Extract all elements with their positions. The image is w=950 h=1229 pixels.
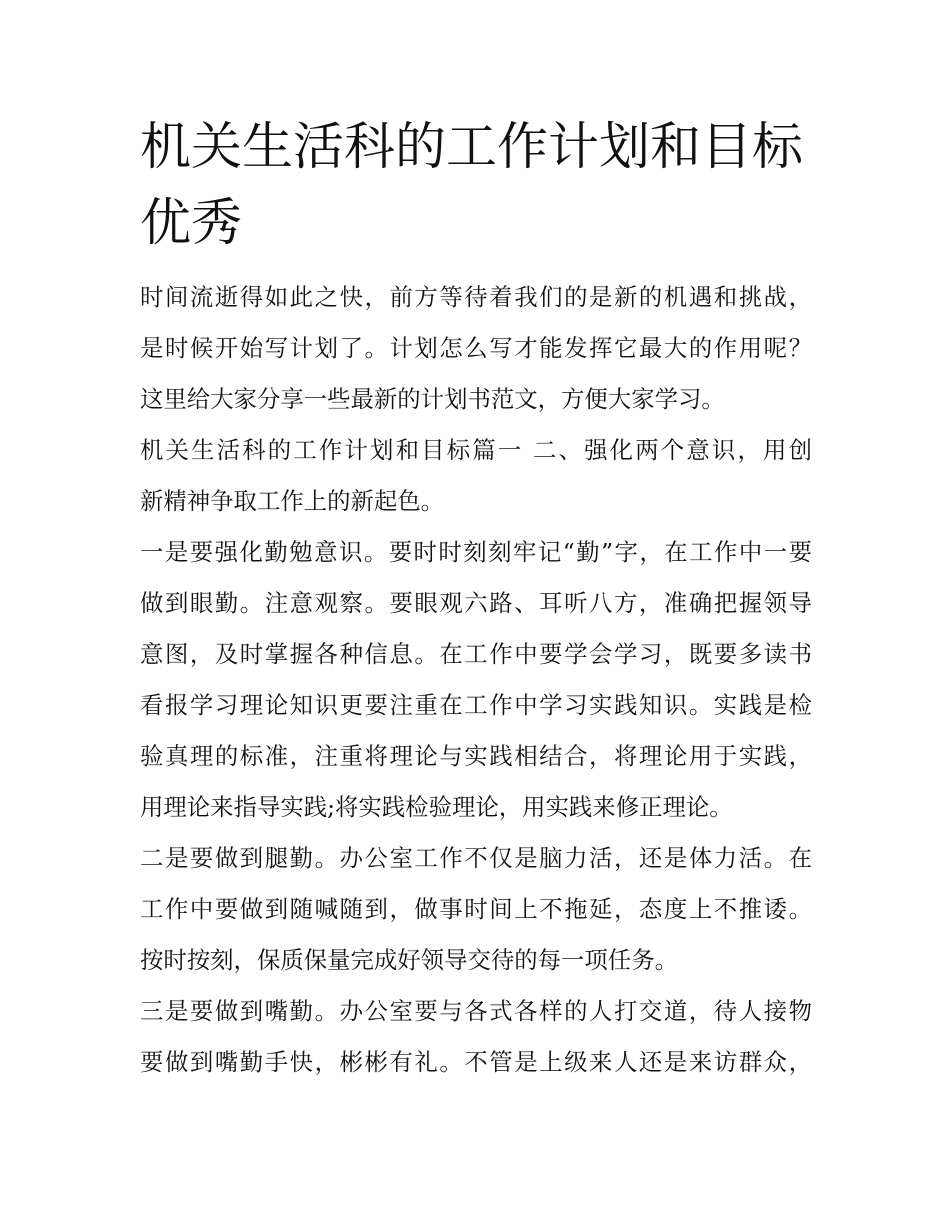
text-line: 工作中要做到随喊随到，做事时间上不拖延，态度上不推诿。 bbox=[140, 895, 812, 923]
paragraph-section-heading bbox=[140, 425, 812, 527]
text-line: 做到眼勤。注意观察。要眼观六路、耳听八方，准确把握领导 bbox=[140, 589, 812, 617]
document-page bbox=[140, 110, 812, 1088]
text-line: 新精神争取工作上的新起色。 bbox=[140, 487, 445, 515]
paragraph-intro bbox=[140, 272, 812, 425]
text-line: 一是要强化勤勉意识。要时时刻刻牢记“勤”字，在工作中一要 bbox=[140, 538, 812, 566]
text-line: 意图，及时掌握各种信息。在工作中要学会学习，既要多读书 bbox=[140, 640, 812, 668]
text-line: 机关生活科的工作计划和目标篇一 二、强化两个意识，用创 bbox=[140, 436, 812, 464]
text-line: 用理论来指导实践;将实践检验理论，用实践来修正理论。 bbox=[140, 793, 733, 821]
text-line: 三是要做到嘴勤。办公室要与各式各样的人打交道，待人接物 bbox=[140, 997, 812, 1025]
title-line: 机关生活科的工作计划和目标 bbox=[140, 118, 804, 177]
text-line: 时间流逝得如此之快，前方等待着我们的是新的机遇和挑战， bbox=[140, 283, 812, 311]
text-line: 验真理的标准，注重将理论与实践相结合，将理论用于实践， bbox=[140, 742, 812, 770]
paragraph-mouth bbox=[140, 986, 812, 1088]
text-line: 是时候开始写计划了。计划怎么写才能发挥它最大的作用呢？ bbox=[140, 334, 812, 362]
paragraph-diligence bbox=[140, 527, 812, 833]
paragraph-legs bbox=[140, 833, 812, 986]
document-title bbox=[140, 110, 812, 262]
text-line: 按时按刻，保质保量完成好领导交待的每一项任务。 bbox=[140, 946, 678, 974]
text-line: 看报学习理论知识更要注重在工作中学习实践知识。实践是检 bbox=[140, 691, 812, 719]
text-line: 要做到嘴勤手快，彬彬有礼。不管是上级来人还是来访群众， bbox=[140, 1048, 812, 1076]
title-line: 优秀 bbox=[140, 194, 243, 253]
text-line: 二是要做到腿勤。办公室工作不仅是脑力活，还是体力活。在 bbox=[140, 844, 812, 872]
text-line: 这里给大家分享一些最新的计划书范文，方便大家学习。 bbox=[140, 385, 725, 413]
